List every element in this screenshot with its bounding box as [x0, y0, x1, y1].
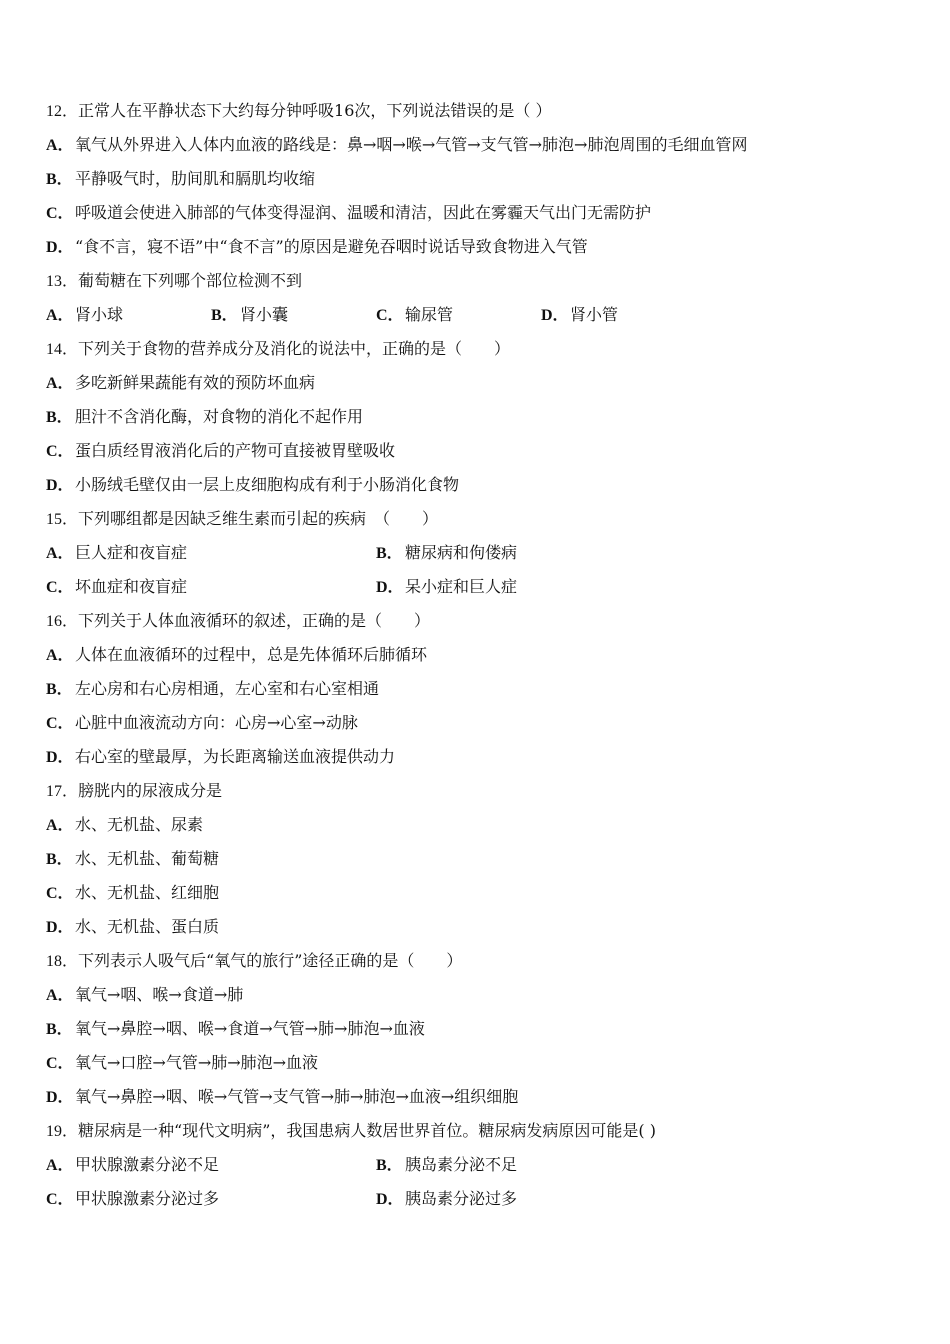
option-row — [46, 1152, 906, 1186]
option-text: 巨人症和夜盲症 — [75, 543, 188, 562]
option-letter: C． — [46, 579, 74, 596]
option — [46, 234, 906, 268]
option-text: 糖尿病和佝偻病 — [405, 543, 518, 562]
option-letter: D． — [376, 1191, 404, 1208]
option — [376, 1186, 706, 1220]
option-letter: D． — [46, 477, 74, 494]
option-text: 水、无机盐、尿素 — [75, 815, 204, 834]
option — [46, 846, 906, 880]
question-stem — [46, 268, 906, 302]
option — [376, 574, 706, 608]
option — [46, 710, 906, 744]
option-letter: B． — [46, 409, 73, 426]
option-text: 氧气→鼻腔→咽、喉→食道→气管→肺→肺泡→血液 — [75, 1019, 425, 1038]
option-text: “食不言，寝不语”中“食不言”的原因是避免吞咽时说话导致食物进入气管 — [75, 237, 588, 256]
exam-page — [46, 98, 906, 1220]
option-text: 左心房和右心房相通，左心室和右心室相通 — [75, 679, 380, 698]
option-letter: A． — [46, 987, 74, 1004]
option-text: 甲状腺激素分泌不足 — [75, 1155, 220, 1174]
option-text: 氧气→鼻腔→咽、喉→气管→支气管→肺→肺泡→血液→组织细胞 — [75, 1087, 519, 1106]
question-number: 19． — [46, 1123, 79, 1140]
option-letter: A． — [46, 137, 74, 154]
question-number: 16． — [46, 613, 79, 630]
option — [46, 1084, 906, 1118]
option — [46, 676, 906, 710]
option-text: 蛋白质经胃液消化后的产物可直接被胃壁吸收 — [75, 441, 396, 460]
option-text: 肾小管 — [570, 305, 619, 324]
option-letter: B． — [376, 1157, 403, 1174]
option — [46, 1050, 906, 1084]
option-letter: B． — [46, 851, 73, 868]
option-letter: C． — [46, 205, 74, 222]
option-letter: D． — [376, 579, 404, 596]
option-row — [46, 574, 906, 608]
option — [211, 302, 376, 336]
option-letter: A． — [46, 375, 74, 392]
option-text: 氧气→口腔→气管→肺→肺泡→血液 — [75, 1053, 319, 1072]
option-letter: C． — [376, 307, 404, 324]
option — [376, 1152, 706, 1186]
option-letter: D． — [46, 919, 74, 936]
option-text: 人体在血液循环的过程中，总是先体循环后肺循环 — [75, 645, 428, 664]
option — [46, 302, 211, 336]
option — [46, 982, 906, 1016]
option — [46, 438, 906, 472]
option — [46, 404, 906, 438]
question-text: 下列关于食物的营养成分及消化的说法中，正确的是（ ） — [78, 339, 511, 358]
option-letter: B． — [211, 307, 238, 324]
option-text: 甲状腺激素分泌过多 — [75, 1189, 220, 1208]
option-text: 胆汁不含消化酶，对食物的消化不起作用 — [75, 407, 364, 426]
option-text: 右心室的壁最厚，为长距离输送血液提供动力 — [75, 747, 396, 766]
question-stem — [46, 98, 906, 132]
option-text: 呼吸道会使进入肺部的气体变得湿润、温暖和清洁，因此在雾霾天气出门无需防护 — [75, 203, 652, 222]
option-letter: D． — [46, 749, 74, 766]
option-text: 水、无机盐、红细胞 — [75, 883, 220, 902]
option-text: 胰岛素分泌过多 — [405, 1189, 518, 1208]
option-letter: A． — [46, 647, 74, 664]
option-text: 心脏中血液流动方向：心房→心室→动脉 — [75, 713, 358, 732]
question-number: 18． — [46, 953, 79, 970]
question-stem — [46, 948, 906, 982]
option-letter: A． — [46, 307, 74, 324]
option-text: 呆小症和巨人症 — [405, 577, 518, 596]
option — [46, 880, 906, 914]
question-text: 膀胱内的尿液成分是 — [78, 781, 223, 800]
option-letter: B． — [46, 1021, 73, 1038]
option — [46, 166, 906, 200]
question-text: 糖尿病是一种“现代文明病”，我国患病人数居世界首位。糖尿病发病原因可能是( ) — [78, 1121, 656, 1140]
question-text: 正常人在平静状态下大约每分钟呼吸16次，下列说法错误的是（ ） — [78, 101, 552, 120]
option-letter: B． — [46, 681, 73, 698]
option — [46, 914, 906, 948]
question-number: 14． — [46, 341, 79, 358]
option-text: 肾小球 — [75, 305, 124, 324]
option-letter: B． — [46, 171, 73, 188]
question-number: 17． — [46, 783, 79, 800]
option — [376, 302, 541, 336]
question-text: 下列哪组都是因缺乏维生素而引起的疾病 （ ） — [78, 509, 439, 528]
option-row — [46, 540, 906, 574]
option — [46, 812, 906, 846]
option — [376, 540, 706, 574]
option-letter: C． — [46, 1191, 74, 1208]
option-text: 氧气→咽、喉→食道→肺 — [75, 985, 244, 1004]
question-number: 13． — [46, 273, 79, 290]
option — [46, 1186, 376, 1220]
option — [46, 574, 376, 608]
option — [46, 132, 906, 166]
option-text: 多吃新鲜果蔬能有效的预防坏血病 — [75, 373, 316, 392]
option-text: 坏血症和夜盲症 — [75, 577, 188, 596]
option-letter: A． — [46, 545, 74, 562]
option-text: 输尿管 — [405, 305, 454, 324]
option-text: 水、无机盐、蛋白质 — [75, 917, 220, 936]
option-letter: B． — [376, 545, 403, 562]
option — [46, 642, 906, 676]
question-number: 12． — [46, 103, 79, 120]
option-row — [46, 1186, 906, 1220]
option — [46, 744, 906, 778]
option-text: 肾小囊 — [240, 305, 289, 324]
option-letter: D． — [541, 307, 569, 324]
question-text: 下列关于人体血液循环的叙述，正确的是（ ） — [78, 611, 431, 630]
option-row — [46, 302, 906, 336]
option-letter: C． — [46, 443, 74, 460]
question-stem — [46, 506, 906, 540]
option-text: 氧气从外界进入人体内血液的路线是：鼻→咽→喉→气管→支气管→肺泡→肺泡周围的毛细血管网 — [75, 135, 748, 154]
question-stem — [46, 1118, 906, 1152]
option-text: 平静吸气时，肋间肌和膈肌均收缩 — [75, 169, 316, 188]
option — [46, 472, 906, 506]
option — [46, 1016, 906, 1050]
option — [46, 540, 376, 574]
option-letter: C． — [46, 885, 74, 902]
question-number: 15． — [46, 511, 79, 528]
option-letter: C． — [46, 1055, 74, 1072]
option-letter: A． — [46, 817, 74, 834]
question-text: 下列表示人吸气后“氧气的旅行”途径正确的是（ ） — [78, 951, 463, 970]
option — [46, 200, 906, 234]
option-text: 胰岛素分泌不足 — [405, 1155, 518, 1174]
option-letter: D． — [46, 239, 74, 256]
option-letter: A． — [46, 1157, 74, 1174]
option-letter: D． — [46, 1089, 74, 1106]
question-stem — [46, 608, 906, 642]
question-stem — [46, 778, 906, 812]
option-text: 小肠绒毛壁仅由一层上皮细胞构成有利于小肠消化食物 — [75, 475, 460, 494]
option-text: 水、无机盐、葡萄糖 — [75, 849, 220, 868]
question-stem — [46, 336, 906, 370]
option-letter: C． — [46, 715, 74, 732]
option — [541, 302, 706, 336]
option — [46, 1152, 376, 1186]
question-text: 葡萄糖在下列哪个部位检测不到 — [78, 271, 303, 290]
option — [46, 370, 906, 404]
